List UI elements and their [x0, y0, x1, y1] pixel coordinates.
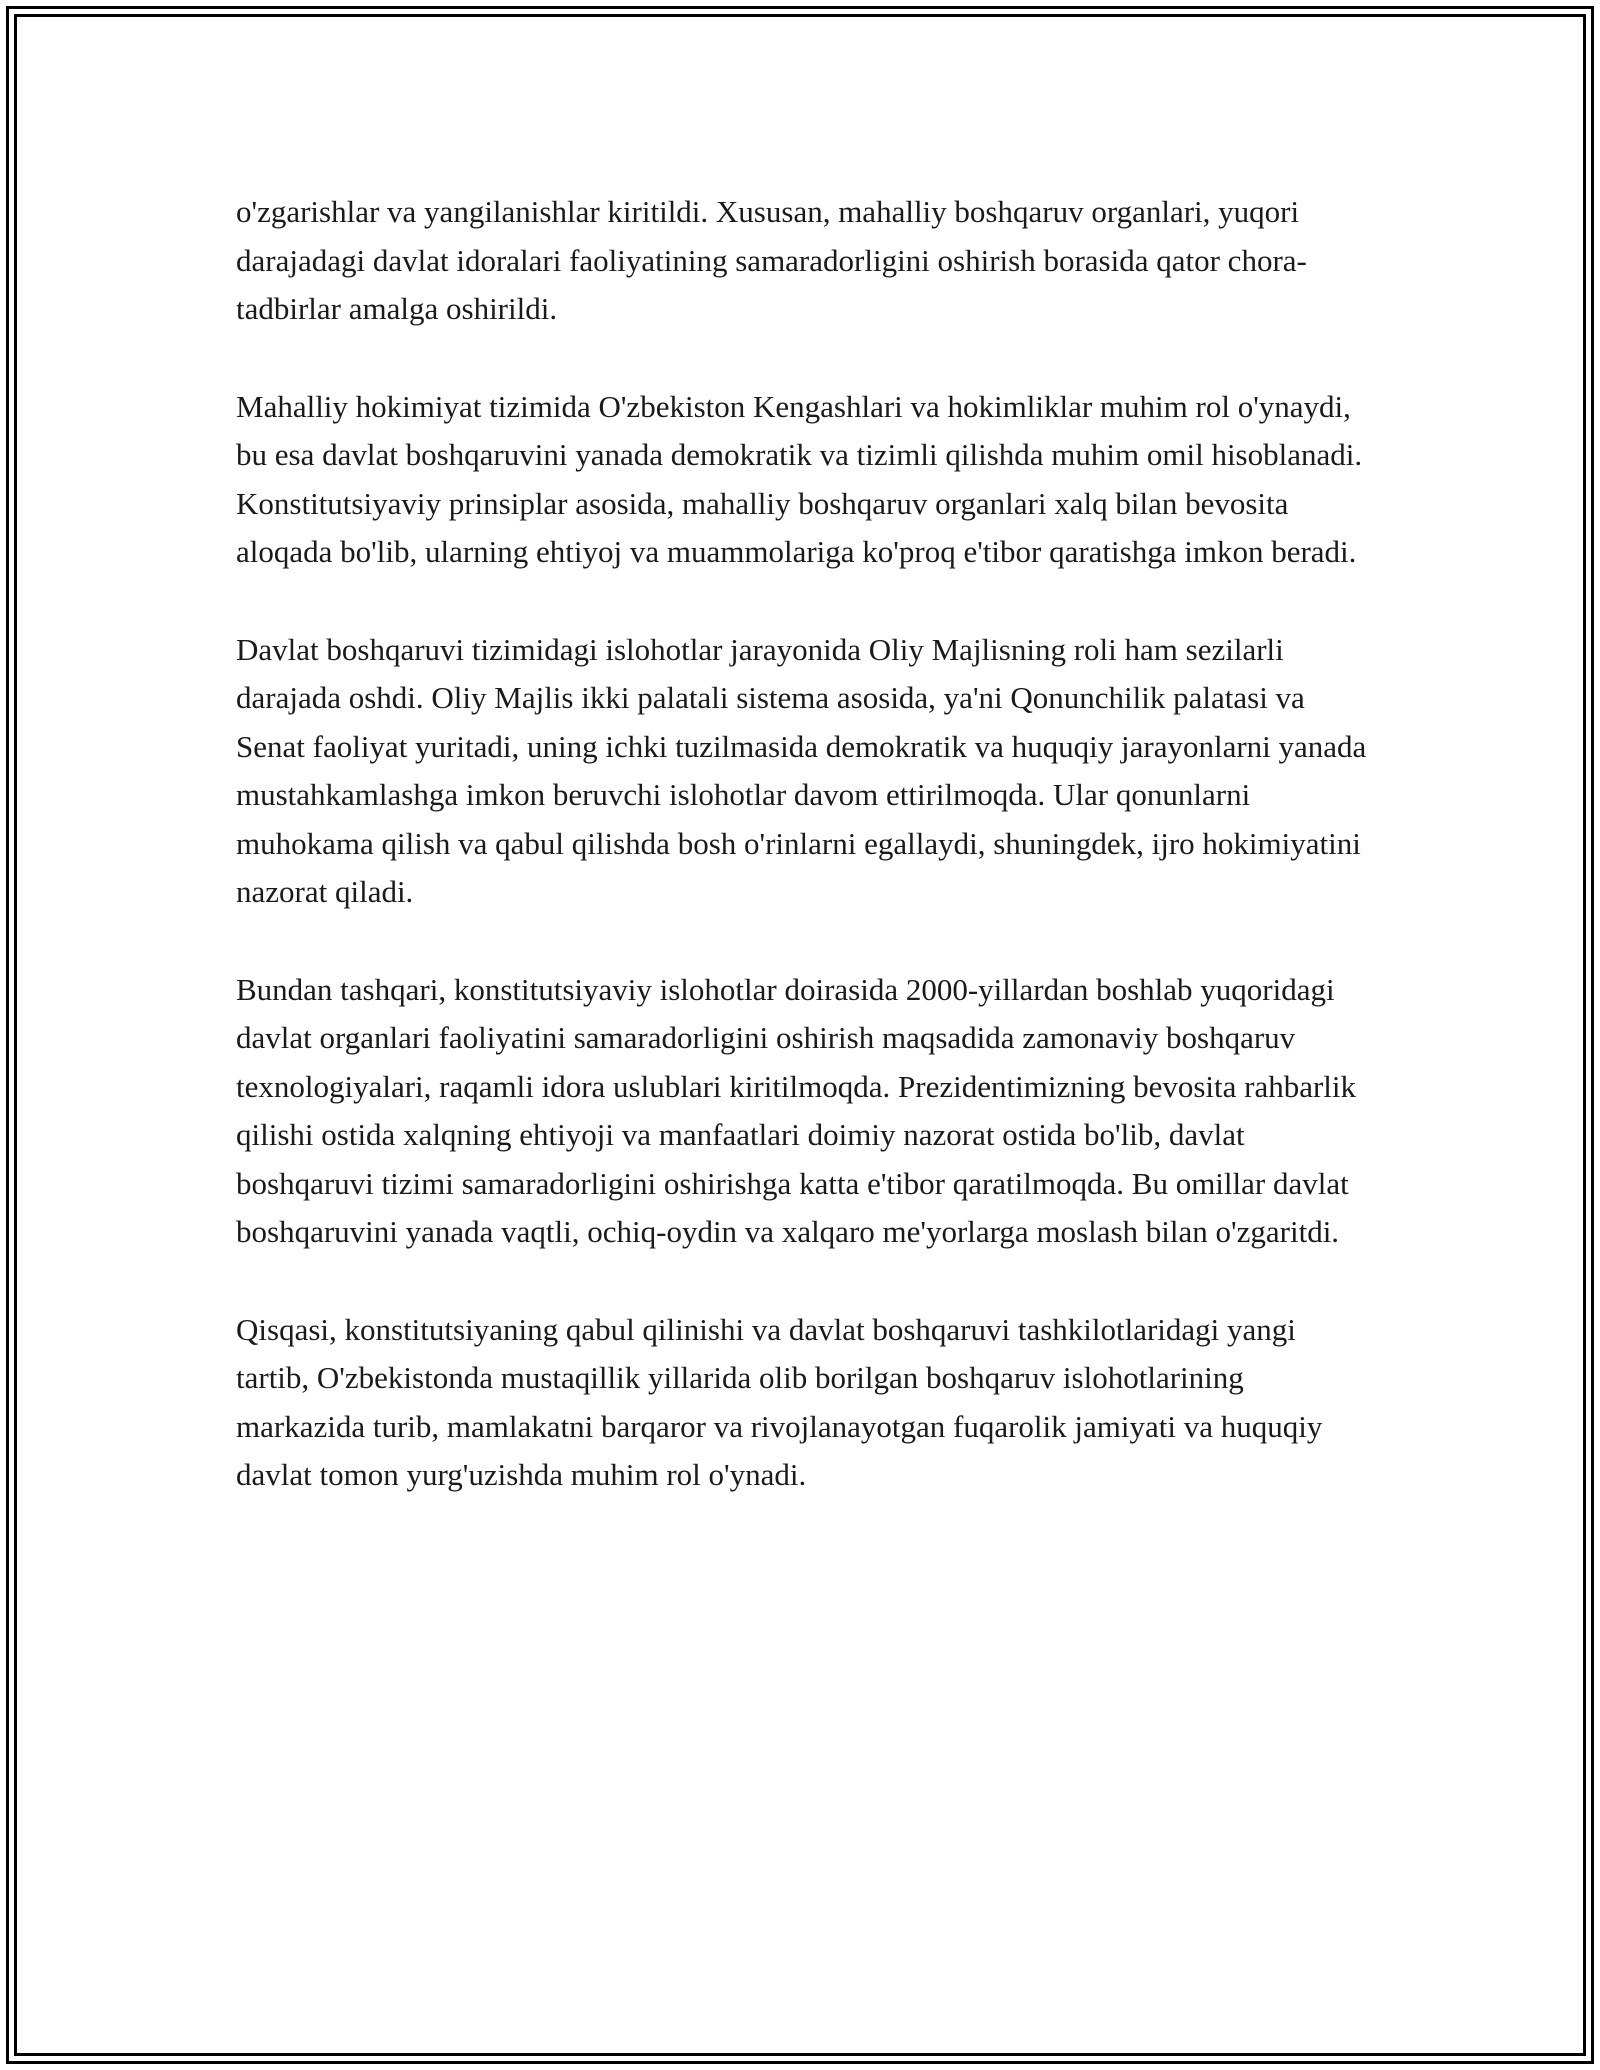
- paragraph-4: Bundan tashqari, konstitutsiyaviy islohotlar doirasida 2000-yillardan boshlab yuqoridagi davlat organlari faoliyatini samaradorligini oshirish maqsadida zamonaviy boshqaruv texnologiyalari, raqamli idora uslublari kiritilmoqda. Prezidentimizning bevosita rahbarlik qilishi ostida xalqning ehtiyoji va manfaatlari doimiy nazorat ostida bo'lib, davlat boshqaruvi tizimi samaradorligini oshirishga katta e'tibor qaratilmoqda. Bu omillar davlat boshqaruvini yanada vaqtli, ochiq-oydin va xalqaro me'yorlarga moslash bilan o'zgaritdi.: [236, 971, 1357, 1249]
- paragraph-5: Qisqasi, konstitutsiyaning qabul qilinishi va davlat boshqaruvi tashkilotlaridagi yangi tartib, O'zbekistonda mustaqillik yillarida olib borilgan boshqaruv islohotlarining markazida turib, mamlakatni barqaror va rivojlanayotgan fuqarolik jamiyati va huquqiy davlat tomon yurg'uzishda muhim rol o'ynadi.: [236, 1311, 1323, 1492]
- document-body: [236, 188, 1376, 1549]
- paragraph-1: o'zgarishlar va yangilanishlar kiritildi. Xususan, mahalliy boshqaruv organlari, yuqori darajadagi davlat idoralari faoliyatining samaradorligini oshirish borasida qator chora-tadbirlar amalga oshirildi.: [236, 194, 1307, 326]
- paragraph-2: Mahalliy hokimiyat tizimida O'zbekiston Kengashlari va hokimliklar muhim rol o'ynaydi, bu esa davlat boshqaruvini yanada demokratik va tizimli qilishda muhim omil hisoblanadi. Konstitutsiyaviy prinsiplar asosida, mahalliy boshqaruv organlari xalq bilan bevosita aloqada bo'lib, ularning ehtiyoj va muammolariga ko'proq e'tibor qaratishga imkon beradi.: [236, 388, 1363, 569]
- paragraph-3: Davlat boshqaruvi tizimidagi islohotlar jarayonida Oliy Majlisning roli ham sezilarli darajada oshdi. Oliy Majlis ikki palatali sistema asosida, ya'ni Qonunchilik palatasi va Senat faoliyat yuritadi, uning ichki tuzilmasida demokratik va huquqiy jarayonlarni yanada mustahkamlashga imkon beruvchi islohotlar davom ettirilmoqda. Ular qonunlarni muhokama qilish va qabul qilishda bosh o'rinlarni egallaydi, shuningdek, ijro hokimiyatini nazorat qiladi.: [236, 631, 1367, 909]
